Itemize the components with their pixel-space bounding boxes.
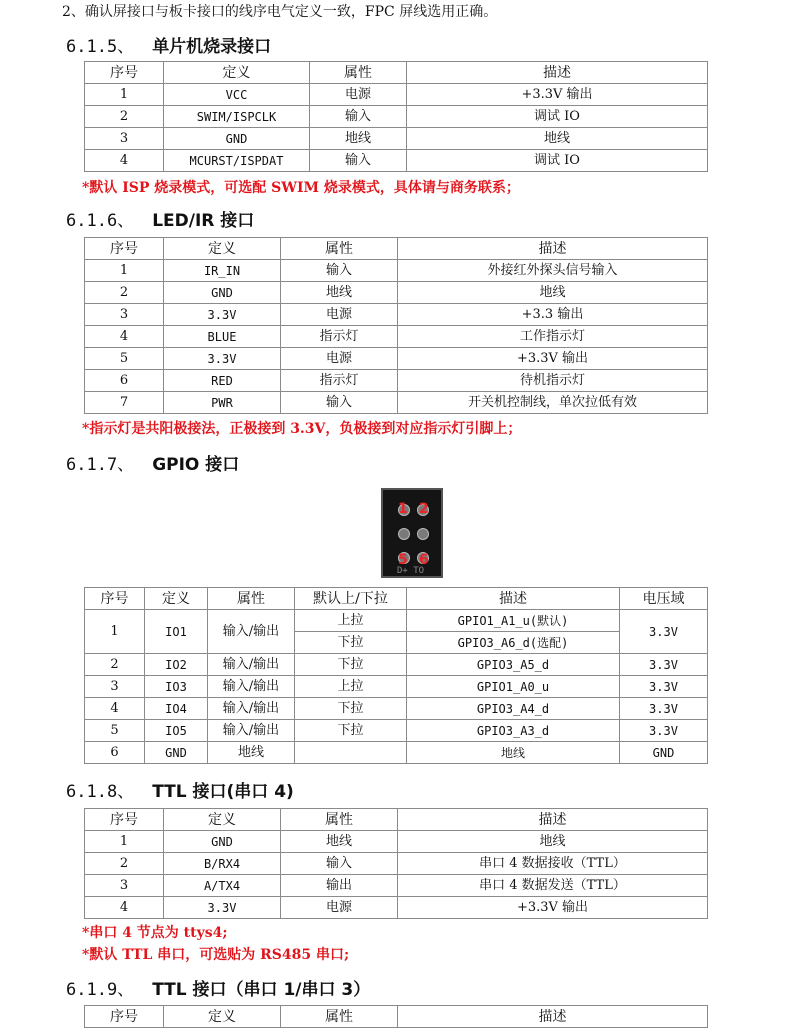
table-row — [85, 304, 708, 326]
cell: 3.3V — [620, 610, 708, 654]
cell: 输入 — [281, 392, 398, 414]
cell: B/RX4 — [164, 853, 281, 875]
pin-label: 6 — [419, 552, 429, 568]
table-row — [85, 875, 708, 897]
table-header-row — [85, 1006, 708, 1028]
table-row — [85, 720, 708, 742]
section-heading-6-1-8 — [66, 777, 294, 802]
cell: GPIO1_A0_u — [407, 676, 620, 698]
section-number: 6.1.8、 — [66, 782, 135, 802]
cell: 输入 — [281, 260, 398, 282]
cell: GPIO3_A6_d(选配) — [407, 632, 620, 654]
table-row — [85, 150, 708, 172]
note-text: *默认 TTL 串口，可选贴为 RS485 串口; — [82, 947, 350, 963]
cell: 下拉 — [295, 720, 407, 742]
header-cell: 序号 — [85, 62, 164, 84]
cell: A/TX4 — [164, 875, 281, 897]
cell: GPIO1_A1_u(默认) — [407, 610, 620, 632]
gpio-table — [84, 587, 708, 764]
cell: 输入 — [310, 106, 407, 128]
table-header-row — [85, 62, 708, 84]
cell: 指示灯 — [281, 370, 398, 392]
cell: 待机指示灯 — [398, 370, 708, 392]
cell: 1 — [85, 260, 164, 282]
section-number: 6.1.7、 — [66, 455, 135, 475]
cell: 输入/输出 — [208, 610, 295, 654]
cell: 地线 — [208, 742, 295, 764]
cell: GPIO3_A5_d — [407, 654, 620, 676]
table-row — [85, 106, 708, 128]
cell: 下拉 — [295, 632, 407, 654]
table-row — [85, 897, 708, 919]
cell: 4 — [85, 150, 164, 172]
cell: 外接红外探头信号输入 — [398, 260, 708, 282]
cell: 3 — [85, 676, 145, 698]
cell: GPIO3_A4_d — [407, 698, 620, 720]
cell: 上拉 — [295, 610, 407, 632]
cell: 2 — [85, 654, 145, 676]
header-cell: 描述 — [398, 1006, 708, 1028]
section-heading-6-1-9 — [66, 975, 370, 1000]
cell: 4 — [85, 326, 164, 348]
cell: RED — [164, 370, 281, 392]
cell: 2 — [85, 282, 164, 304]
table-row — [85, 853, 708, 875]
cell: 2 — [85, 853, 164, 875]
header-cell: 序号 — [85, 238, 164, 260]
connector-label: D+ TO — [397, 566, 425, 576]
cell: IR_IN — [164, 260, 281, 282]
section-heading-6-1-6 — [66, 206, 254, 231]
cell: 3 — [85, 875, 164, 897]
cell: 5 — [85, 348, 164, 370]
cell: VCC — [164, 84, 310, 106]
section-title: LED/IR 接口 — [152, 211, 255, 231]
pin-icon — [417, 528, 429, 540]
cell: 地线 — [398, 831, 708, 853]
cell: GND — [164, 282, 281, 304]
table-row — [85, 326, 708, 348]
cell: 输入 — [281, 853, 398, 875]
cell: 下拉 — [295, 654, 407, 676]
pin-label: 5 — [398, 552, 408, 568]
header-cell: 序号 — [85, 1006, 164, 1028]
cell: 调试 IO — [407, 150, 708, 172]
cell: 4 — [85, 698, 145, 720]
cell: 输入/输出 — [208, 720, 295, 742]
cell: 地线 — [310, 128, 407, 150]
header-cell: 定义 — [164, 1006, 281, 1028]
cell: 输入/输出 — [208, 698, 295, 720]
cell: IO4 — [145, 698, 208, 720]
table-row — [85, 282, 708, 304]
cell: 上拉 — [295, 676, 407, 698]
cell: GND — [164, 128, 310, 150]
cell: GND — [145, 742, 208, 764]
cell: 1 — [85, 831, 164, 853]
cell: 开关机控制线，单次拉低有效 — [398, 392, 708, 414]
note-text: *指示灯是共阳极接法，正极接到 3.3V，负极接到对应指示灯引脚上； — [82, 421, 522, 437]
cell: 输入/输出 — [208, 676, 295, 698]
table-row — [85, 610, 708, 632]
cell: IO5 — [145, 720, 208, 742]
cell: 地线 — [398, 282, 708, 304]
header-cell: 定义 — [164, 62, 310, 84]
cell: 输出 — [281, 875, 398, 897]
cell: 串口 4 数据接收（TTL） — [398, 853, 708, 875]
cell: 3.3V — [620, 676, 708, 698]
table-row — [85, 742, 708, 764]
cell: 3.3V — [620, 720, 708, 742]
cell: 6 — [85, 370, 164, 392]
table-header-row — [85, 588, 708, 610]
table-row — [85, 392, 708, 414]
table-row — [85, 654, 708, 676]
pin-icon — [398, 528, 410, 540]
section-title: GPIO 接口 — [152, 455, 240, 475]
section-heading-6-1-7 — [66, 450, 239, 475]
header-cell: 属性 — [281, 238, 398, 260]
mcu-programming-table — [84, 61, 708, 172]
header-cell: 描述 — [398, 809, 708, 831]
table-row — [85, 260, 708, 282]
section-title: 单片机烧录接口 — [152, 37, 272, 57]
table-header-row — [85, 809, 708, 831]
header-cell: 电压域 — [620, 588, 708, 610]
cell: 电源 — [310, 84, 407, 106]
led-ir-table — [84, 237, 708, 414]
cell: 地线 — [281, 831, 398, 853]
cell: 3.3V — [164, 304, 281, 326]
cell: 电源 — [281, 348, 398, 370]
cell: GPIO3_A3_d — [407, 720, 620, 742]
section-heading-6-1-5 — [66, 32, 271, 57]
cell: 地线 — [407, 742, 620, 764]
pin-label: 2 — [419, 501, 429, 517]
cell: IO2 — [145, 654, 208, 676]
cell: 7 — [85, 392, 164, 414]
gpio-connector-image — [381, 488, 443, 578]
table-row — [85, 128, 708, 150]
cell: 输入/输出 — [208, 654, 295, 676]
pin-label: 1 — [398, 501, 408, 517]
header-cell: 属性 — [208, 588, 295, 610]
cell: 电源 — [281, 304, 398, 326]
cell: 2 — [85, 106, 164, 128]
section-number: 6.1.6、 — [66, 211, 135, 231]
cell: SWIM/ISPCLK — [164, 106, 310, 128]
cell: 3 — [85, 304, 164, 326]
cell: 下拉 — [295, 698, 407, 720]
cell: 串口 4 数据发送（TTL） — [398, 875, 708, 897]
cell: GND — [164, 831, 281, 853]
header-cell: 定义 — [164, 809, 281, 831]
cell: +3.3 输出 — [398, 304, 708, 326]
header-cell: 属性 — [281, 1006, 398, 1028]
table-header-row — [85, 238, 708, 260]
header-cell: 序号 — [85, 809, 164, 831]
cell: 电源 — [281, 897, 398, 919]
cell: 地线 — [407, 128, 708, 150]
table-row — [85, 348, 708, 370]
cell: PWR — [164, 392, 281, 414]
header-cell: 定义 — [164, 238, 281, 260]
intro-text: 2、确认屏接口与板卡接口的线序电气定义一致，FPC 屏线选用正确。 — [62, 4, 498, 20]
header-cell: 描述 — [407, 588, 620, 610]
cell: 工作指示灯 — [398, 326, 708, 348]
cell: 6 — [85, 742, 145, 764]
cell: 输入 — [310, 150, 407, 172]
cell: +3.3V 输出 — [407, 84, 708, 106]
cell: 3 — [85, 128, 164, 150]
cell: GND — [620, 742, 708, 764]
cell: MCURST/ISPDAT — [164, 150, 310, 172]
table-row — [85, 831, 708, 853]
header-cell: 属性 — [310, 62, 407, 84]
table-row — [85, 698, 708, 720]
cell: 1 — [85, 610, 145, 654]
cell: 地线 — [281, 282, 398, 304]
section-number: 6.1.9、 — [66, 980, 135, 1000]
note-text: *串口 4 节点为 ttys4; — [82, 925, 228, 941]
cell: 指示灯 — [281, 326, 398, 348]
cell: 3.3V — [164, 897, 281, 919]
table-row — [85, 84, 708, 106]
cell — [295, 742, 407, 764]
cell: 1 — [85, 84, 164, 106]
header-cell: 序号 — [85, 588, 145, 610]
cell: 3.3V — [620, 654, 708, 676]
header-cell: 属性 — [281, 809, 398, 831]
cell: 4 — [85, 897, 164, 919]
header-cell: 定义 — [145, 588, 208, 610]
cell: 3.3V — [620, 698, 708, 720]
cell: IO1 — [145, 610, 208, 654]
ttl-uart4-table — [84, 808, 708, 919]
cell: BLUE — [164, 326, 281, 348]
header-cell: 描述 — [407, 62, 708, 84]
header-cell: 默认上/下拉 — [295, 588, 407, 610]
table-row — [85, 370, 708, 392]
section-title: TTL 接口（串口 1/串口 3） — [152, 980, 371, 1000]
cell: 3.3V — [164, 348, 281, 370]
cell: +3.3V 输出 — [398, 348, 708, 370]
cell: 5 — [85, 720, 145, 742]
cell: 调试 IO — [407, 106, 708, 128]
cell: IO3 — [145, 676, 208, 698]
note-text: *默认 ISP 烧录模式，可选配 SWIM 烧录模式，具体请与商务联系； — [82, 180, 520, 196]
ttl-uart1-3-table — [84, 1005, 708, 1028]
header-cell: 描述 — [398, 238, 708, 260]
section-title: TTL 接口(串口 4) — [152, 782, 294, 802]
cell: +3.3V 输出 — [398, 897, 708, 919]
table-row — [85, 676, 708, 698]
section-number: 6.1.5、 — [66, 37, 135, 57]
